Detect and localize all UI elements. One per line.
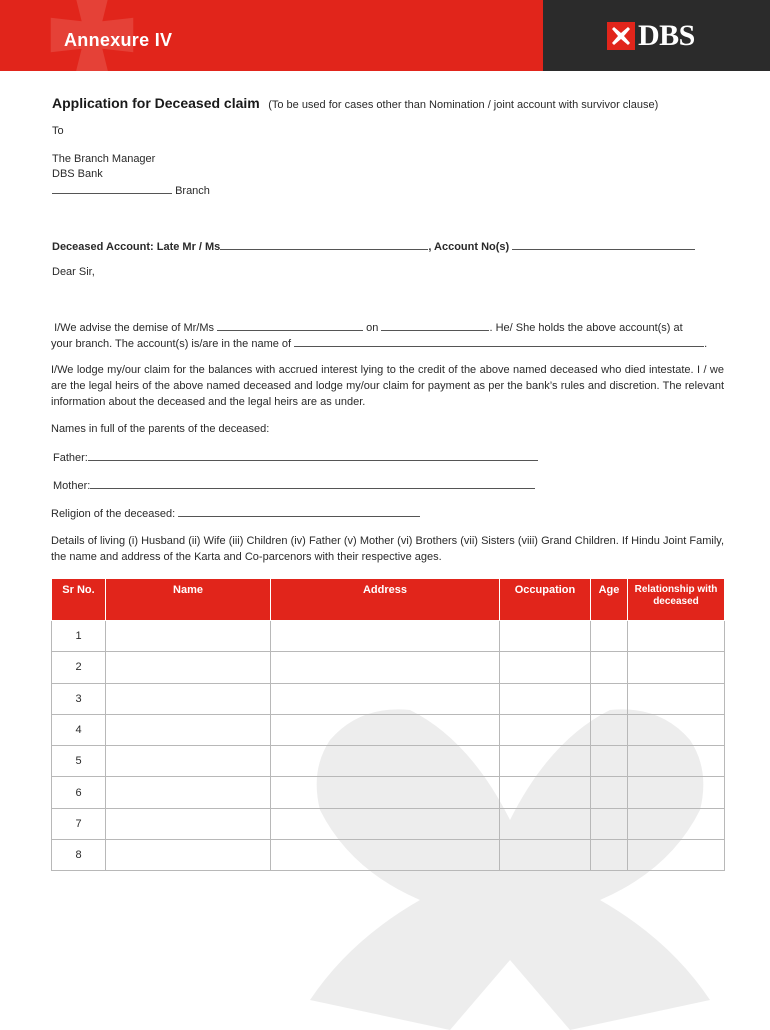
header-relationship: Relationship with deceased	[628, 579, 725, 621]
age-cell[interactable]	[591, 840, 628, 871]
occupation-cell[interactable]	[500, 840, 591, 871]
age-cell[interactable]	[591, 683, 628, 714]
table-row	[52, 652, 725, 683]
age-cell[interactable]	[591, 777, 628, 808]
sr-no-cell: 8	[52, 840, 106, 871]
address-cell[interactable]	[271, 777, 500, 808]
address-cell[interactable]	[271, 683, 500, 714]
addressee-line-1: The Branch Manager	[52, 153, 156, 165]
form-title	[52, 95, 658, 113]
father-label: Father:	[53, 452, 88, 464]
deceased-name-field[interactable]	[220, 239, 428, 250]
address-cell[interactable]	[271, 808, 500, 839]
occupation-cell[interactable]	[500, 746, 591, 777]
relationship-cell[interactable]	[628, 621, 725, 652]
mother-label: Mother:	[53, 480, 91, 492]
table-row	[52, 683, 725, 714]
name-cell[interactable]	[106, 808, 271, 839]
occupation-cell[interactable]	[500, 808, 591, 839]
father-line	[53, 450, 538, 464]
sr-no-cell: 6	[52, 777, 106, 808]
table-header-row	[52, 579, 725, 621]
relationship-cell[interactable]	[628, 652, 725, 683]
date-of-demise-field[interactable]	[381, 320, 489, 331]
age-cell[interactable]	[591, 746, 628, 777]
account-no-label: , Account No(s)	[428, 241, 510, 253]
header-red-panel	[0, 0, 543, 71]
demise-text-b: on	[366, 322, 379, 334]
relationship-cell[interactable]	[628, 714, 725, 745]
name-cell[interactable]	[106, 840, 271, 871]
religion-label: Religion of the deceased:	[51, 508, 176, 520]
header-name: Name	[106, 579, 271, 621]
table-row	[52, 777, 725, 808]
annexure-title: Annexure IV	[64, 30, 173, 50]
age-cell[interactable]	[591, 808, 628, 839]
name-cell[interactable]	[106, 652, 271, 683]
demise-text-d: your branch. The account(s) is/are in the name of	[51, 338, 292, 350]
account-holder-name-field[interactable]	[294, 336, 704, 347]
mother-name-field[interactable]	[90, 478, 535, 489]
relationship-cell[interactable]	[628, 777, 725, 808]
sr-no-cell: 4	[52, 714, 106, 745]
age-cell[interactable]	[591, 652, 628, 683]
claim-paragraph: I/We lodge my/our claim for the balances with accrued interest lying to the credit of the above named deceased who died intestate. I / we are the legal heirs of the above named deceased and lodge my/our claim for payment as per the bank’s rules and discretion. The relevant information about the deceased and the legal heirs are as under.	[51, 364, 724, 408]
table-row	[52, 621, 725, 652]
form-title-subtitle: (To be used for cases other than Nomination / joint account with survivor clause)	[268, 99, 659, 111]
religion-line	[51, 506, 420, 520]
dbs-logo	[607, 19, 695, 52]
table-row	[52, 746, 725, 777]
addressee-line-2: DBS Bank	[52, 168, 103, 180]
address-cell[interactable]	[271, 746, 500, 777]
name-cell[interactable]	[106, 777, 271, 808]
address-cell[interactable]	[271, 621, 500, 652]
relationship-cell[interactable]	[628, 683, 725, 714]
address-cell[interactable]	[271, 652, 500, 683]
salutation: Dear Sir,	[52, 266, 95, 278]
deceased-account-label: Deceased Account: Late Mr / Ms	[52, 241, 221, 253]
name-cell[interactable]	[106, 746, 271, 777]
header-address: Address	[271, 579, 500, 621]
father-name-field[interactable]	[88, 450, 538, 461]
occupation-cell[interactable]	[500, 777, 591, 808]
sr-no-cell: 1	[52, 621, 106, 652]
header-occupation: Occupation	[500, 579, 591, 621]
deceased-person-field[interactable]	[217, 320, 363, 331]
sr-no-cell: 7	[52, 808, 106, 839]
relationship-cell[interactable]	[628, 840, 725, 871]
occupation-cell[interactable]	[500, 714, 591, 745]
religion-field[interactable]	[178, 506, 420, 517]
name-cell[interactable]	[106, 621, 271, 652]
header-banner	[0, 0, 770, 71]
parents-label: Names in full of the parents of the deceased:	[51, 423, 270, 435]
dbs-star-icon	[607, 22, 635, 50]
branch-name-field[interactable]	[52, 183, 172, 194]
form-title-main: Application for Deceased claim	[52, 95, 260, 111]
sr-no-cell: 5	[52, 746, 106, 777]
occupation-cell[interactable]	[500, 652, 591, 683]
sr-no-cell: 2	[52, 652, 106, 683]
age-cell[interactable]	[591, 621, 628, 652]
demise-text-e: .	[704, 338, 708, 350]
account-no-field[interactable]	[512, 239, 695, 250]
dbs-logo-text: DBS	[638, 19, 695, 52]
to-label: To	[52, 125, 64, 137]
address-cell[interactable]	[271, 714, 500, 745]
table-row	[52, 840, 725, 871]
legal-heirs-table	[51, 578, 725, 871]
occupation-cell[interactable]	[500, 621, 591, 652]
demise-text-a: I/We advise the demise of Mr/Ms	[54, 322, 215, 334]
details-living-paragraph: Details of living (i) Husband (ii) Wife (iii) Children (iv) Father (v) Mother (vi) Brothers (vii) Sisters (viii) Grand Children. If Hindu Joint Family, the name and address of the Karta and Co-parcenors with their respective ages.	[51, 535, 724, 563]
deceased-account-line	[52, 239, 695, 253]
demise-paragraph	[51, 320, 724, 352]
table-row	[52, 714, 725, 745]
relationship-cell[interactable]	[628, 746, 725, 777]
address-cell[interactable]	[271, 840, 500, 871]
occupation-cell[interactable]	[500, 683, 591, 714]
age-cell[interactable]	[591, 714, 628, 745]
table-row	[52, 808, 725, 839]
name-cell[interactable]	[106, 683, 271, 714]
name-cell[interactable]	[106, 714, 271, 745]
branch-label: Branch	[175, 185, 210, 197]
mother-line	[53, 478, 535, 492]
demise-text-c: . He/ She holds the above account(s) at	[489, 322, 683, 334]
header-age: Age	[591, 579, 628, 621]
relationship-cell[interactable]	[628, 808, 725, 839]
branch-line	[52, 183, 210, 197]
header-sr-no: Sr No.	[52, 579, 106, 621]
sr-no-cell: 3	[52, 683, 106, 714]
